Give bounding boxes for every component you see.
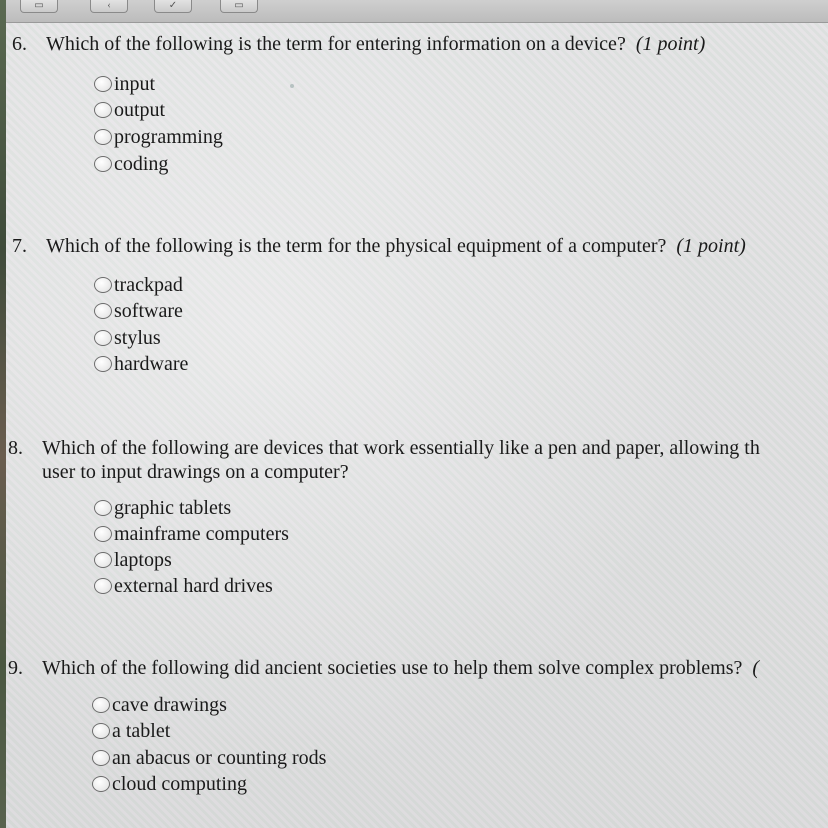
question-prompt — [8, 436, 760, 460]
option-label: output — [114, 98, 166, 121]
option-label: cloud computing — [112, 772, 247, 795]
quiz-screen — [6, 0, 828, 828]
browser-toolbar — [6, 0, 828, 23]
option-mainframe-computers[interactable] — [94, 522, 289, 546]
radio-button[interactable] — [94, 330, 112, 346]
radio-button[interactable] — [94, 526, 112, 542]
option-stylus[interactable] — [94, 326, 161, 350]
radio-button[interactable] — [94, 129, 112, 145]
radio-button[interactable] — [94, 102, 112, 118]
option-label: programming — [114, 125, 223, 148]
question-points: ( — [752, 657, 760, 679]
option-external-hard-drives[interactable] — [94, 574, 273, 598]
option-cave-drawings[interactable] — [92, 693, 227, 717]
option-label: an abacus or counting rods — [112, 746, 327, 769]
question-prompt — [12, 32, 705, 56]
option-trackpad[interactable] — [94, 273, 183, 297]
radio-button[interactable] — [94, 277, 112, 293]
option-label: trackpad — [114, 273, 183, 296]
question-number: 7. — [12, 235, 27, 257]
radio-button[interactable] — [94, 76, 112, 92]
option-software[interactable] — [94, 299, 183, 323]
radio-button[interactable] — [92, 723, 110, 739]
option-label: cave drawings — [112, 693, 227, 716]
option-a-tablet[interactable] — [92, 719, 170, 743]
option-laptops[interactable] — [94, 548, 172, 572]
option-label: stylus — [114, 326, 161, 349]
radio-button[interactable] — [94, 356, 112, 372]
radio-button[interactable] — [94, 156, 112, 172]
option-coding[interactable] — [94, 152, 168, 176]
option-label: laptops — [114, 548, 172, 571]
radio-button[interactable] — [92, 697, 110, 713]
radio-button[interactable] — [94, 500, 112, 516]
question-prompt — [12, 234, 746, 258]
question-text: Which of the following is the term for entering information on a device? — [46, 33, 626, 55]
window-icon[interactable]: ▭ — [20, 0, 58, 13]
option-input[interactable] — [94, 72, 155, 96]
window-icon[interactable]: ▭ — [220, 0, 258, 13]
option-programming[interactable] — [94, 125, 223, 149]
option-label: input — [114, 72, 156, 95]
question-text-continued: user to input drawings on a computer? — [42, 461, 349, 483]
option-label: graphic tablets — [114, 496, 232, 519]
option-abacus[interactable] — [92, 746, 326, 770]
option-cloud-computing[interactable] — [92, 772, 247, 796]
screen-dot — [290, 84, 294, 88]
radio-button[interactable] — [94, 303, 112, 319]
option-output[interactable] — [94, 98, 165, 122]
question-prompt — [8, 656, 759, 680]
option-hardware[interactable] — [94, 352, 188, 376]
question-number: 6. — [12, 33, 27, 55]
option-label: mainframe computers — [114, 522, 289, 545]
question-text: Which of the following did ancient societies use to help them solve complex problems? — [42, 657, 743, 679]
question-points: (1 point) — [635, 33, 706, 55]
option-label: hardware — [114, 352, 189, 375]
check-icon[interactable]: ✓ — [154, 0, 192, 13]
option-label: software — [114, 299, 183, 322]
option-label: coding — [114, 152, 169, 175]
radio-button[interactable] — [94, 578, 112, 594]
radio-button[interactable] — [94, 552, 112, 568]
question-text: Which of the following are devices that work essentially like a pen and paper, allowing th — [42, 437, 760, 459]
option-label: external hard drives — [114, 574, 273, 597]
option-label: a tablet — [112, 719, 171, 742]
option-graphic-tablets[interactable] — [94, 496, 231, 520]
radio-button[interactable] — [92, 776, 110, 792]
question-text: Which of the following is the term for the physical equipment of a computer? — [46, 235, 667, 257]
radio-button[interactable] — [92, 750, 110, 766]
back-icon[interactable]: ‹ — [90, 0, 128, 13]
question-number: 8. — [8, 437, 23, 459]
question-points: (1 point) — [676, 235, 746, 257]
question-number: 9. — [8, 657, 23, 679]
